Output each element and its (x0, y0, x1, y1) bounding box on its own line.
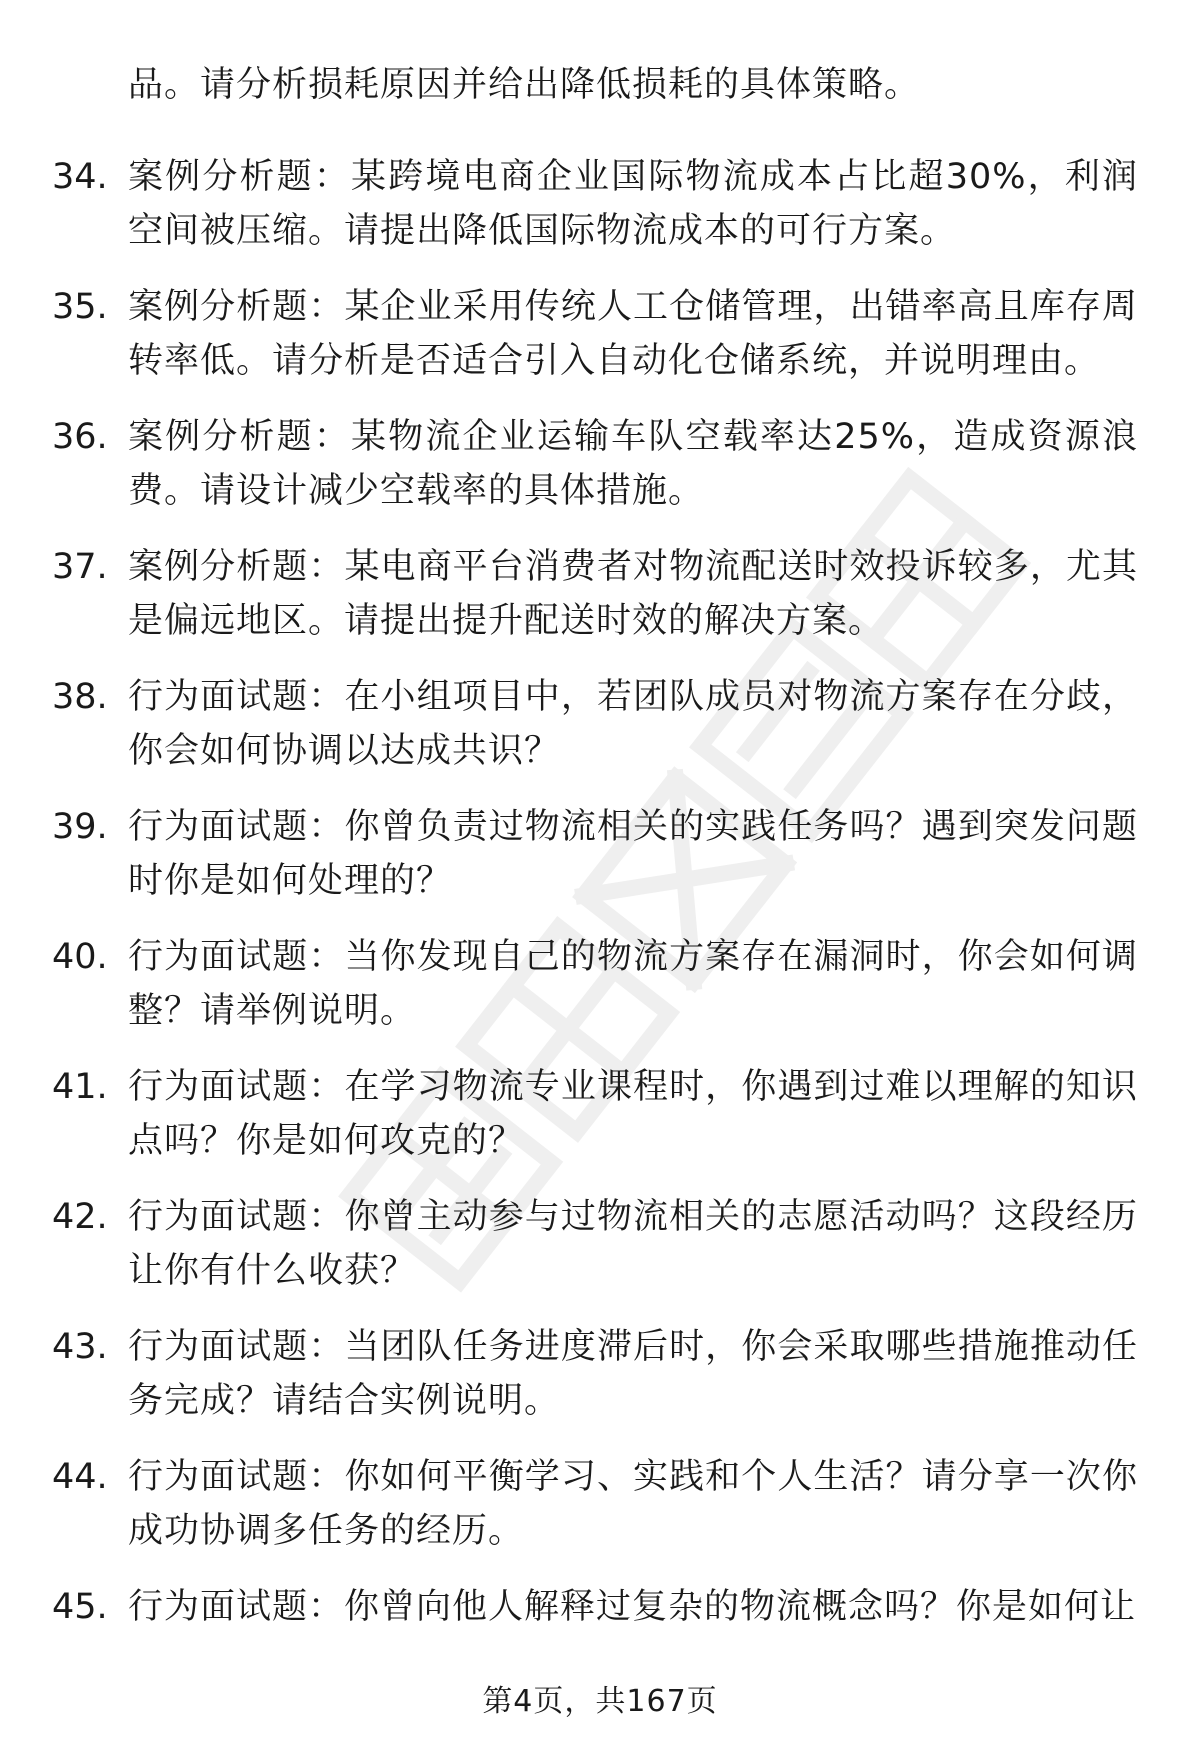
question-number: 36. (52, 417, 108, 457)
question-text: 案例分析题：某电商平台消费者对物流配送时效投诉较多，尤其是偏远地区。请提出提升配送时效的解决方案。 (128, 547, 1138, 641)
continued-question-text: 品。请分析损耗原因并给出降低损耗的具体策略。 (128, 65, 921, 105)
question-item (0, 1060, 1200, 1190)
question-number: 37. (52, 547, 108, 587)
question-text: 案例分析题：某跨境电商企业国际物流成本占比超30%，利润空间被压缩。请提出降低国际物流成本的可行方案。 (128, 157, 1138, 251)
question-text: 案例分析题：某企业采用传统人工仓储管理，出错率高且库存周转率低。请分析是否适合引入自动化仓储系统，并说明理由。 (128, 287, 1138, 381)
question-number: 38. (52, 677, 108, 717)
question-text: 行为面试题：当你发现自己的物流方案存在漏洞时，你会如何调整？请举例说明。 (128, 937, 1138, 1031)
question-item (0, 540, 1200, 670)
question-number: 43. (52, 1327, 108, 1367)
question-number: 39. (52, 807, 108, 847)
question-number: 41. (52, 1067, 108, 1107)
question-item (0, 800, 1200, 930)
question-text: 行为面试题：在小组项目中，若团队成员对物流方案存在分歧，你会如何协调以达成共识？ (128, 677, 1138, 771)
question-item (0, 280, 1200, 410)
question-number: 42. (52, 1197, 108, 1237)
question-item (0, 1190, 1200, 1320)
question-text: 行为面试题：你曾向他人解释过复杂的物流概念吗？你是如何让 (128, 1587, 1137, 1627)
question-number: 45. (52, 1587, 108, 1627)
question-number: 40. (52, 937, 108, 977)
question-text: 行为面试题：当团队任务进度滞后时，你会采取哪些措施推动任务完成？请结合实例说明。 (128, 1327, 1138, 1421)
question-item (0, 1450, 1200, 1580)
question-text: 行为面试题：在学习物流专业课程时，你遇到过难以理解的知识点吗？你是如何攻克的？ (128, 1067, 1138, 1161)
question-text: 行为面试题：你如何平衡学习、实践和个人生活？请分享一次你成功协调多任务的经历。 (128, 1457, 1138, 1551)
question-text: 行为面试题：你曾主动参与过物流相关的志愿活动吗？这段经历让你有什么收获？ (128, 1197, 1138, 1291)
question-text: 行为面试题：你曾负责过物流相关的实践任务吗？遇到突发问题时你是如何处理的？ (128, 807, 1138, 901)
page-footer: 第4页，共167页 (482, 1684, 718, 1719)
question-number: 44. (52, 1457, 108, 1497)
question-item (0, 410, 1200, 540)
question-number: 35. (52, 287, 108, 327)
question-item (0, 670, 1200, 800)
question-text: 案例分析题：某物流企业运输车队空载率达25%，造成资源浪费。请设计减少空载率的具体措施。 (128, 417, 1138, 511)
question-list (0, 150, 1200, 1710)
question-item (0, 1320, 1200, 1450)
question-number: 34. (52, 157, 108, 197)
question-item (0, 150, 1200, 280)
question-item (0, 930, 1200, 1060)
